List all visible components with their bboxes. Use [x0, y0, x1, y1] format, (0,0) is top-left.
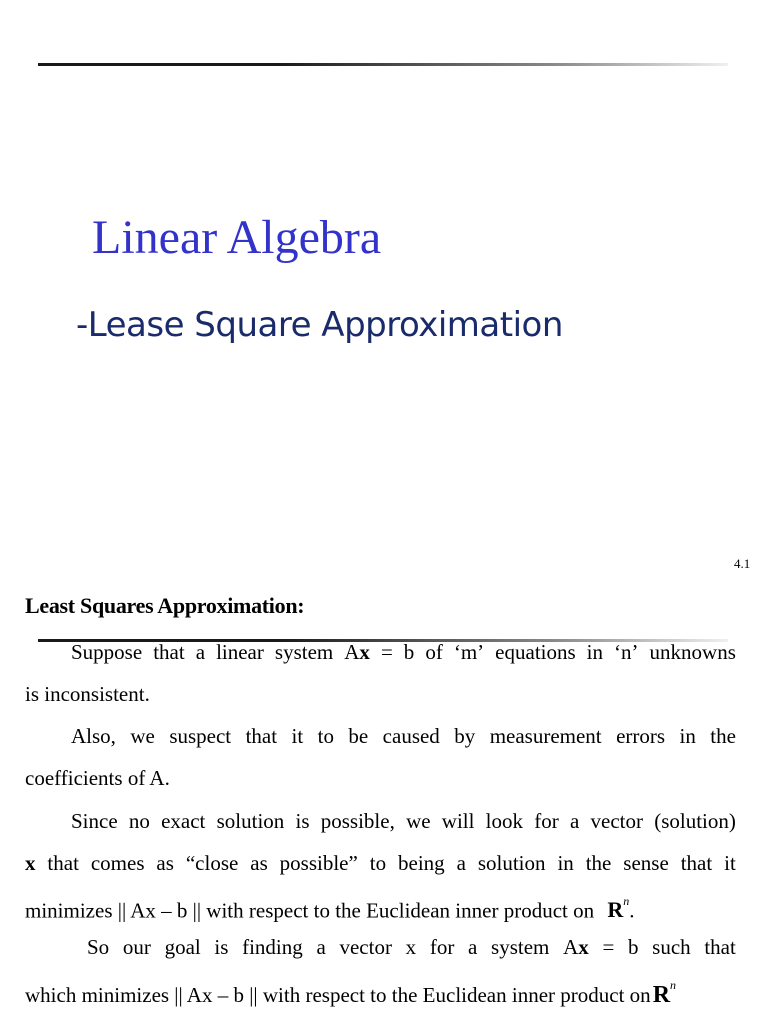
word: x [405, 935, 417, 959]
word: to [317, 724, 334, 748]
word: goal [164, 935, 201, 959]
word: exact [161, 809, 206, 833]
word: finding [242, 935, 303, 959]
word: the [710, 724, 736, 748]
slide-title: Linear Algebra [92, 211, 382, 264]
word: we [130, 724, 155, 748]
word: Suppose [71, 640, 143, 664]
paragraph-1-line-2: is inconsistent. [25, 682, 150, 706]
paragraph-2-line-1 [25, 722, 736, 750]
word: vector [339, 935, 392, 959]
word: system [274, 640, 334, 664]
word: for [534, 809, 559, 833]
word: Since [71, 809, 118, 833]
word: of [425, 640, 443, 664]
word: the [585, 851, 612, 875]
word: solution [477, 851, 546, 875]
paragraph-3-period: . [629, 898, 635, 923]
word: b [627, 935, 639, 959]
paragraph-2-line-2: coefficients of A. [25, 766, 170, 790]
word: in [586, 640, 604, 664]
real-space-symbol-2 [652, 978, 677, 1008]
word: that [153, 640, 185, 664]
word: caused [382, 724, 440, 748]
word: by [454, 724, 476, 748]
word: (solution) [654, 809, 736, 833]
word: it [291, 724, 304, 748]
word: Ax [344, 640, 370, 664]
word: that [47, 851, 79, 875]
word: for [429, 935, 455, 959]
word: that [704, 935, 736, 959]
top-divider [38, 63, 728, 66]
word: a [195, 640, 206, 664]
real-space-letter-2: R [652, 982, 671, 1008]
real-space-exponent-2: n [670, 978, 677, 992]
word: it [724, 851, 736, 875]
word: a [569, 809, 580, 833]
word: solution [216, 809, 285, 833]
word: that [245, 724, 278, 748]
word: is [295, 809, 310, 833]
section-heading: Least Squares Approximation: [25, 593, 305, 618]
word: that [680, 851, 713, 875]
word: = [380, 640, 393, 664]
word: errors [616, 724, 666, 748]
paragraph-4-line-2 [25, 975, 768, 1009]
word: will [441, 809, 475, 833]
word: suspect [169, 724, 232, 748]
word: in [557, 851, 574, 875]
word: system [491, 935, 550, 959]
paragraph-4-line-1 [25, 933, 736, 961]
real-space-letter: R [607, 897, 624, 923]
word: Ax [563, 935, 589, 959]
paragraph-3-line-3-text: minimizes || Ax – b || with respect to the Euclidean inner product on [25, 898, 595, 923]
word: b [403, 640, 415, 664]
word: to [369, 851, 387, 875]
real-space-exponent: n [623, 894, 630, 908]
word: = [602, 935, 615, 959]
word: equations [495, 640, 576, 664]
word: possible” [279, 851, 358, 875]
word: a [316, 935, 326, 959]
slide-subtitle: -Lease Square Approximation [76, 305, 563, 345]
word: being [398, 851, 445, 875]
word: is [214, 935, 229, 959]
word: sense [623, 851, 669, 875]
word: our [122, 935, 151, 959]
word: vector [590, 809, 643, 833]
word: ‘m’ [453, 640, 485, 664]
paragraph-3-line-2 [25, 849, 736, 877]
word: as [250, 851, 268, 875]
word: So [87, 935, 110, 959]
word: “close [185, 851, 239, 875]
word: as [156, 851, 174, 875]
word: be [348, 724, 369, 748]
word: look [485, 809, 524, 833]
word: possible, [320, 809, 395, 833]
paragraph-3-line-1 [25, 807, 736, 835]
word: such [652, 935, 691, 959]
word: in [679, 724, 696, 748]
word: we [406, 809, 431, 833]
paragraph-3-line-3 [25, 891, 736, 924]
word: linear [216, 640, 264, 664]
vector-x-bold: x [25, 851, 36, 875]
page-number: 4.1 [734, 556, 751, 571]
word: Also, [71, 724, 116, 748]
word: comes [90, 851, 145, 875]
word: no [128, 809, 150, 833]
word: unknowns [649, 640, 736, 664]
word: ‘n’ [614, 640, 639, 664]
word: a [456, 851, 466, 875]
paragraph-4-line-2-text: which minimizes || Ax – b || with respect to the Euclidean inner product on [25, 983, 651, 1007]
real-space-symbol [607, 894, 630, 923]
paragraph-1-line-1 [25, 638, 736, 666]
word: measurement [489, 724, 602, 748]
word: a [468, 935, 478, 959]
